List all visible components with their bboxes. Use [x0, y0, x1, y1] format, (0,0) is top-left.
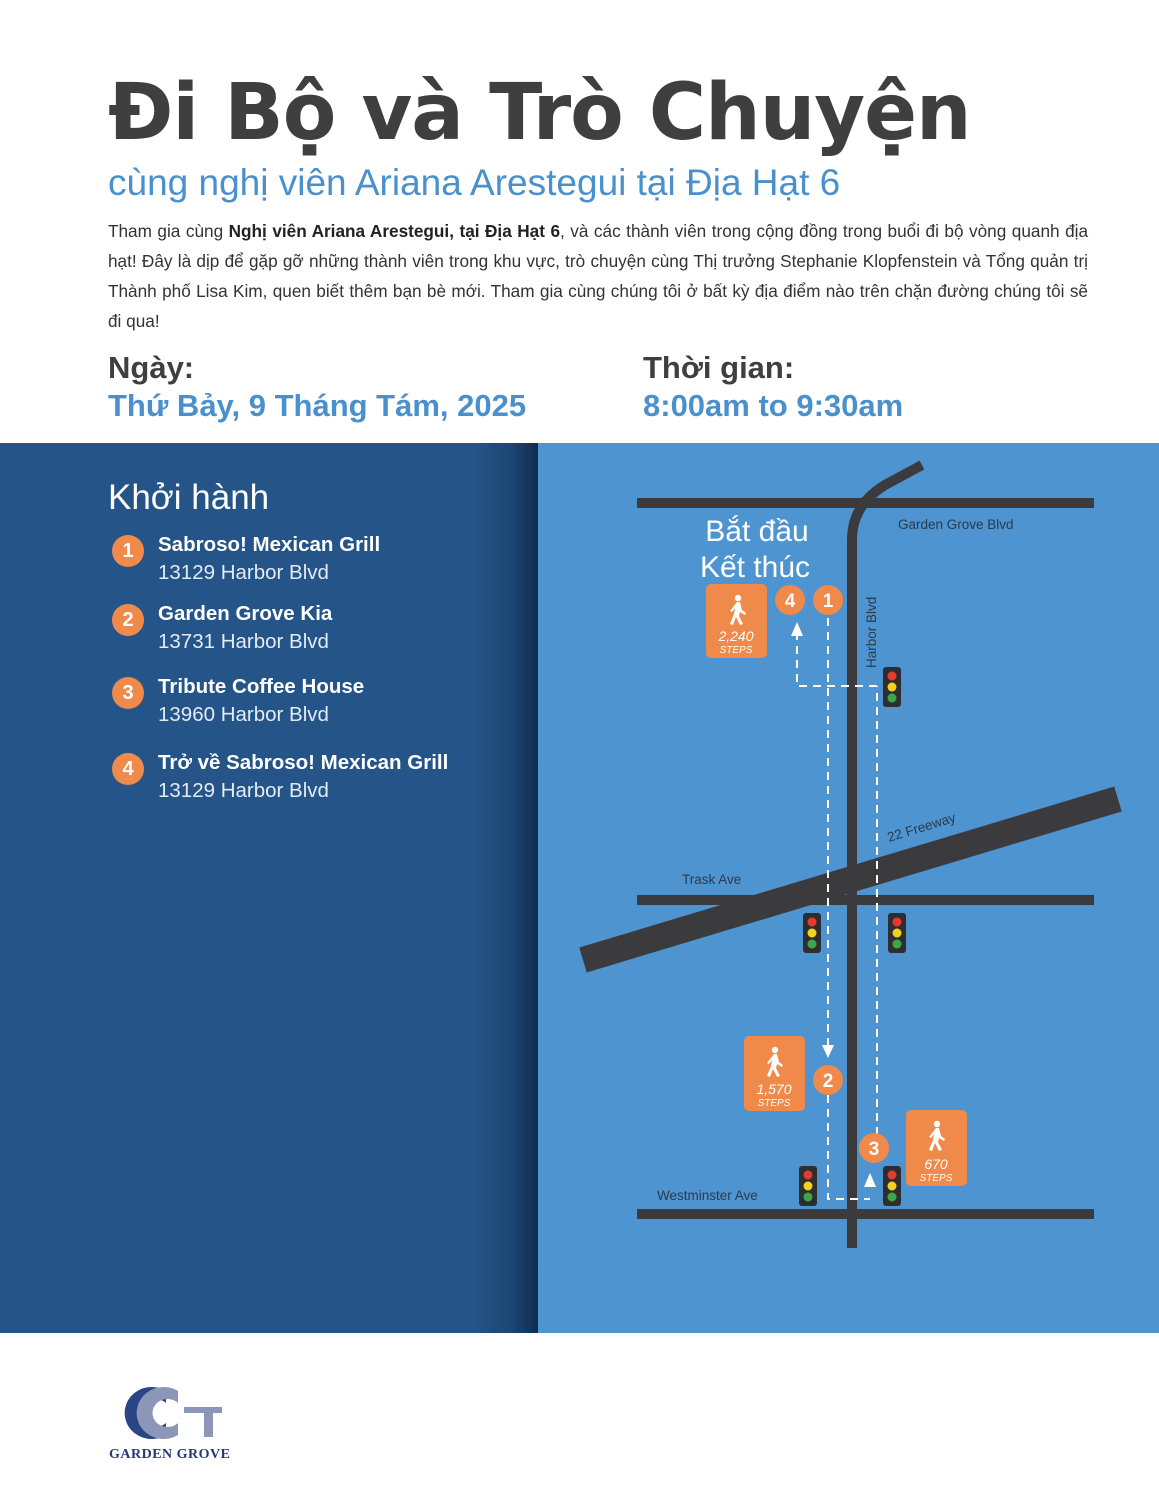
arrow-up-icon-2: [864, 1173, 876, 1187]
traffic-light-icon: [803, 913, 821, 953]
stop-address-3: 13960 Harbor Blvd: [158, 703, 329, 726]
time-value: 8:00am to 9:30am: [643, 388, 904, 423]
traffic-light-icon: [883, 667, 901, 707]
intro-text-2: , và các thành viên trong cộng đồng trong buổi đi bộ vòng quanh địa hạt! Đây là dịp để gặp gỡ những thành viên trong khu vực, trò chuyện cùng Thị trưởng Stephanie Klopfenstein và Tổng quản trị Thành phố Lisa Kim, quen biết thêm bạn bè mới. Tham gia cùng chúng tôi ở bất kỳ địa điểm nào trên chặn đường chúng tôi sẽ đi qua!: [108, 221, 1089, 331]
street-label-trask: Trask Ave: [682, 872, 742, 887]
stop-number-2: 2: [112, 604, 144, 636]
steps-badge-3: [906, 1110, 967, 1186]
map-marker-4: [775, 585, 805, 615]
traffic-light-icon: [883, 1166, 901, 1206]
street-label-harbor: Harbor Blvd: [864, 596, 879, 668]
stop-name-1: Sabroso! Mexican Grill: [158, 533, 381, 556]
map-marker-1-label: 1: [822, 591, 834, 612]
stop-number-4: 4: [112, 753, 144, 785]
map-marker-1: [813, 585, 843, 615]
map-marker-4-label: 4: [784, 591, 796, 612]
page-subtitle: cùng nghị viên Ariana Arestegui tại Địa Hạt 6: [108, 162, 841, 203]
trask-ave-road: [637, 895, 1094, 905]
intro-text-bold: Nghị viên Ariana Arestegui, tại Địa Hạt 6: [228, 221, 561, 241]
start-label: Bắt đầu: [705, 515, 809, 548]
steps-unit-2: STEPS: [757, 1098, 791, 1109]
map-marker-2: [813, 1065, 843, 1095]
stop-address-2: 13731 Harbor Blvd: [158, 630, 329, 653]
stop-number-3: 3: [112, 677, 144, 709]
date-value: Thứ Bảy, 9 Tháng Tám, 2025: [108, 388, 527, 423]
westminster-ave-road: [637, 1209, 1094, 1219]
stop-address-1: 13129 Harbor Blvd: [158, 561, 329, 584]
arrow-up-icon: [791, 622, 803, 636]
logo-wordmark: GARDEN GROVE: [109, 1447, 231, 1462]
intro-text-1: Tham gia cùng: [108, 221, 229, 241]
end-label: Kết thúc: [699, 551, 811, 584]
intro-paragraph: [108, 216, 1088, 336]
street-label-freeway: 22 Freeway: [885, 809, 958, 845]
stop-address-4: 13129 Harbor Blvd: [158, 779, 329, 802]
map-marker-2-label: 2: [822, 1071, 834, 1092]
stop-name-2: Garden Grove Kia: [158, 602, 333, 625]
date-label: Ngày:: [108, 350, 195, 385]
steps-count-1: 2,240: [718, 628, 754, 644]
street-label-garden-grove: Garden Grove Blvd: [898, 517, 1014, 532]
steps-unit-3: STEPS: [919, 1173, 953, 1184]
traffic-light-icon: [799, 1166, 817, 1206]
time-label: Thời gian:: [643, 350, 795, 385]
steps-unit-1: STEPS: [719, 645, 753, 656]
steps-count-2: 1,570: [756, 1081, 792, 1097]
stop-name-3: Tribute Coffee House: [158, 675, 365, 698]
steps-count-3: 670: [924, 1156, 948, 1172]
walking-route: [797, 618, 877, 1199]
garden-grove-logo: [108, 1383, 224, 1443]
arrow-down-icon: [822, 1045, 834, 1058]
map-marker-3: [859, 1133, 889, 1163]
stop-number-1: 1: [112, 535, 144, 567]
street-label-westminster: Westminster Ave: [657, 1188, 758, 1203]
steps-badge-2: [744, 1036, 805, 1111]
stops-title: Khởi hành: [108, 478, 270, 517]
steps-badge-1: [706, 584, 767, 658]
stop-name-4: Trở về Sabroso! Mexican Grill: [158, 751, 449, 774]
route-map: [538, 443, 1159, 1333]
map-marker-3-label: 3: [868, 1139, 880, 1160]
page-title: Đi Bộ và Trò Chuyện: [108, 68, 971, 158]
traffic-light-icon: [888, 913, 906, 953]
